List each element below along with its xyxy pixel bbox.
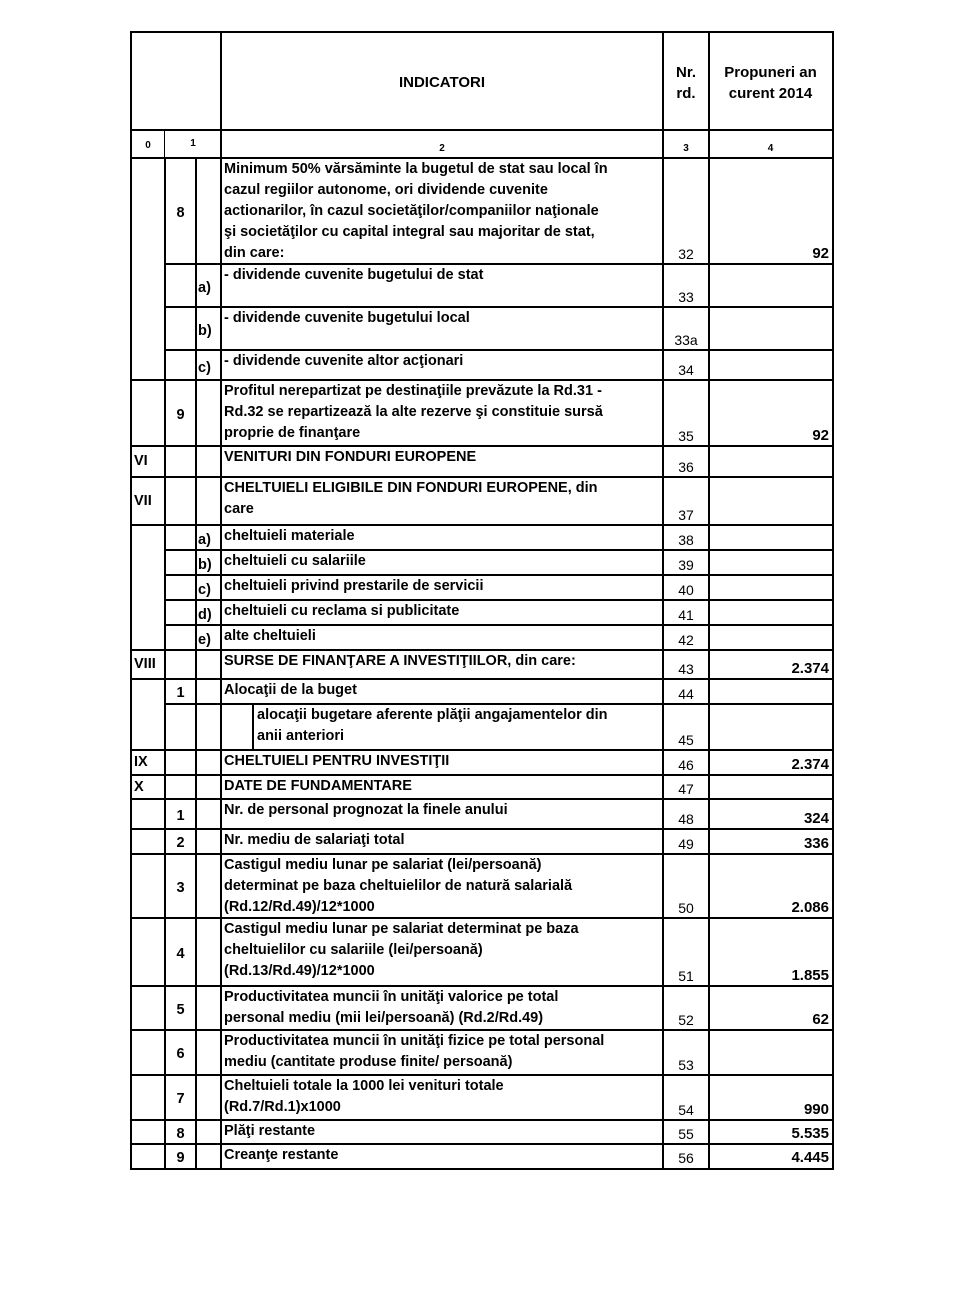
- row-sub-label: a): [198, 532, 211, 548]
- row-value: 62: [812, 1011, 829, 1028]
- row-value: 2.086: [791, 899, 829, 916]
- row-section-label: VI: [134, 453, 148, 469]
- row-value: 2.374: [791, 660, 829, 677]
- indicator-text: SURSE DE FINANŢARE A INVESTIŢIILOR, din care:: [224, 653, 576, 669]
- indicator-text: Creanţe restante: [224, 1147, 339, 1163]
- row-rd-number: 45: [678, 732, 694, 748]
- row-rd-number: 33a: [674, 332, 698, 348]
- indicator-text: (Rd.12/Rd.49)/12*1000: [224, 899, 375, 915]
- indicator-text: Profitul nerepartizat pe destinaţiile prevăzute la Rd.31 -: [224, 383, 602, 399]
- row-rd-number: 52: [678, 1012, 694, 1028]
- column-rule: [195, 650, 197, 679]
- column-rule: [164, 575, 166, 600]
- row-sub-label: b): [198, 557, 212, 573]
- row-rd-number: 43: [678, 661, 694, 677]
- indicator-text: Nr. de personal prognozat la finele anului: [224, 802, 508, 818]
- row-rd-number: 36: [678, 459, 694, 475]
- column-rule: [220, 158, 222, 264]
- row-value: 92: [812, 427, 829, 444]
- indicator-text: din care:: [224, 245, 285, 261]
- row-rd-number: 32: [678, 246, 694, 262]
- propuneri-header: curent 2014: [728, 85, 813, 102]
- column-rule: [195, 525, 197, 550]
- indicator-text: - dividende cuvenite bugetului de stat: [224, 267, 484, 283]
- indicator-text: (Rd.13/Rd.49)/12*1000: [224, 963, 375, 979]
- column-rule: [220, 829, 222, 854]
- column-rule: [164, 550, 166, 575]
- column-rule: [220, 650, 222, 679]
- row-rd-number: 49: [678, 836, 694, 852]
- propuneri-header: Propuneri an: [724, 64, 817, 81]
- column-rule: [164, 158, 166, 446]
- indicator-text: - dividende cuvenite altor acţionari: [224, 353, 464, 369]
- indicator-text: cazul regiilor autonome, ori dividende cuvenite: [224, 182, 548, 198]
- column-rule: [220, 799, 222, 829]
- column-rule: [164, 525, 166, 550]
- indicator-text: mediu (cantitate produse finite/ persoană): [224, 1054, 513, 1070]
- column-rule: [220, 264, 222, 307]
- row-value: 5.535: [791, 1125, 829, 1142]
- row-number: 9: [176, 1149, 185, 1166]
- row-rd-number: 56: [678, 1150, 694, 1166]
- row-number: 5: [176, 1001, 185, 1018]
- column-rule: [220, 704, 222, 750]
- indicator-text: Rd.32 se repartizează la alte rezerve şi constituie sursă: [224, 404, 603, 420]
- indicator-text: Minimum 50% vărsăminte la bugetul de stat sau local în: [224, 161, 608, 177]
- indicator-text: cheltuieli privind prestarile de servicii: [224, 578, 484, 594]
- indicator-text: actionarilor, în cazul societăţilor/companiilor naţionale: [224, 203, 599, 219]
- indicator-text: anii anteriori: [257, 728, 345, 744]
- indicator-text: - dividende cuvenite bugetului local: [224, 310, 470, 326]
- row-value: 1.855: [791, 967, 829, 984]
- indicator-text: Alocaţii de la buget: [224, 682, 357, 698]
- row-rd-number: 54: [678, 1102, 694, 1118]
- column-rule: [220, 775, 222, 799]
- indicator-text: Productivitatea muncii în unităţi fizice pe total personal: [224, 1033, 605, 1049]
- row-rd-number: 35: [678, 428, 694, 444]
- row-value: 4.445: [791, 1149, 829, 1166]
- row-rd-number: 34: [678, 362, 694, 378]
- row-rd-number: 40: [678, 582, 694, 598]
- indicator-text: cheltuieli materiale: [224, 528, 355, 544]
- row-rd-number: 33: [678, 289, 694, 305]
- row-rd-number: 46: [678, 757, 694, 773]
- column-rule: [195, 550, 197, 575]
- indicator-text: care: [224, 501, 254, 517]
- column-rule: [164, 625, 166, 650]
- column-rule: [195, 704, 197, 750]
- row-section-label: VII: [134, 492, 152, 509]
- column-rule: [195, 446, 197, 477]
- column-rule: [220, 477, 222, 525]
- row-rd-number: 47: [678, 781, 694, 797]
- indicator-text: cheltuieli cu reclama si publicitate: [224, 603, 460, 619]
- indicator-text: alocaţii bugetare aferente plăţii angajamentelor din: [257, 707, 608, 723]
- column-rule: [220, 854, 222, 918]
- indicator-text: CHELTUIELI PENTRU INVESTIŢII: [224, 753, 450, 769]
- column-number: 4: [767, 143, 774, 154]
- column-rule: [220, 1075, 222, 1120]
- indicatori-header: INDICATORI: [398, 74, 486, 91]
- column-rule: [220, 307, 222, 350]
- column-rule: [164, 750, 166, 799]
- column-rule: [195, 750, 197, 775]
- column-rule: [195, 264, 197, 307]
- row-number: 8: [176, 204, 185, 221]
- column-rule: [195, 350, 197, 380]
- column-rule: [220, 1144, 222, 1168]
- row-section-label: X: [134, 779, 144, 795]
- indicator-text: determinat pe baza cheltuielilor de natură salarială: [224, 878, 573, 894]
- nr-rd-header: rd.: [676, 85, 696, 102]
- indicator-text: personal mediu (mii lei/persoană) (Rd.2/Rd.49): [224, 1010, 544, 1026]
- row-sub-label: e): [198, 632, 211, 648]
- row-number: 3: [176, 879, 185, 896]
- column-rule: [220, 679, 222, 704]
- indicator-text: şi societăţilor cu capital integral sau majoritar de stat,: [224, 224, 595, 240]
- indicator-text: Castigul mediu lunar pe salariat determinat pe baza: [224, 921, 579, 937]
- row-value: 92: [812, 245, 829, 262]
- header-bottom-rule: [131, 129, 832, 131]
- row-rd-number: 38: [678, 532, 694, 548]
- column-rule: [195, 575, 197, 600]
- row-rd-number: 55: [678, 1126, 694, 1142]
- column-rule: [195, 307, 197, 350]
- indicator-text: alte cheltuieli: [224, 628, 316, 644]
- row-value: 2.374: [791, 756, 829, 773]
- row-number: 6: [176, 1046, 185, 1062]
- indicator-text: (Rd.7/Rd.1)x1000: [224, 1099, 341, 1115]
- row-value: 324: [803, 810, 829, 827]
- column-rule: [220, 1120, 222, 1144]
- column-rule: [220, 550, 222, 575]
- row-rd-number: 37: [678, 507, 694, 523]
- row-rd-number: 42: [678, 632, 694, 648]
- column-rule: [164, 650, 166, 679]
- indicator-text: cheltuieli cu salariile: [224, 553, 366, 569]
- row-sub-label: d): [198, 607, 212, 623]
- row-rd-number: 41: [678, 607, 694, 623]
- column-rule: [195, 775, 197, 799]
- column-rule: [220, 918, 222, 986]
- column-rule: [195, 625, 197, 650]
- indicator-text: CHELTUIELI ELIGIBILE DIN FONDURI EUROPENE, din: [224, 480, 598, 496]
- row-rd-number: 39: [678, 557, 694, 573]
- indicator-text: proprie de finanţare: [224, 425, 361, 441]
- column-rule: [220, 750, 222, 775]
- column-rule: [220, 525, 222, 550]
- column-number: 1: [190, 138, 196, 149]
- row-section-label: VIII: [134, 656, 156, 672]
- indicator-text: Productivitatea muncii în unităţi valorice pe total: [224, 989, 559, 1005]
- indicator-text: Nr. mediu de salariaţi total: [224, 832, 405, 848]
- row-number: 1: [176, 685, 185, 701]
- row-number: 7: [176, 1091, 185, 1107]
- indicator-text: DATE DE FUNDAMENTARE: [224, 778, 412, 794]
- row-section-label: IX: [134, 754, 148, 770]
- column-rule: [220, 380, 222, 446]
- column-rule: [195, 600, 197, 625]
- row-value: 990: [803, 1101, 829, 1118]
- column-number: 3: [683, 143, 689, 154]
- indicator-text: Castigul mediu lunar pe salariat (lei/persoană): [224, 857, 542, 873]
- row-number: 2: [176, 835, 185, 851]
- column-rule: [164, 704, 166, 750]
- indicator-text: Cheltuieli totale la 1000 lei venituri totale: [224, 1078, 504, 1094]
- row-sub-label: c): [198, 582, 211, 598]
- row-value: 336: [803, 835, 829, 852]
- column-rule: [220, 625, 222, 650]
- indicator-text: cheltuielilor cu salariile (lei/persoană): [224, 942, 483, 958]
- column-number: 2: [439, 143, 445, 154]
- column-rule: [220, 600, 222, 625]
- row-rd-number: 53: [678, 1057, 694, 1073]
- column-rule: [164, 799, 166, 1168]
- row-rd-number: 48: [678, 811, 694, 827]
- row-number: 8: [176, 1125, 185, 1142]
- row-sub-label: c): [198, 359, 211, 376]
- indicator-text: Plăţi restante: [224, 1123, 316, 1139]
- row-number: 4: [176, 945, 185, 962]
- row-rd-number: 50: [678, 900, 694, 916]
- column-rule: [164, 446, 166, 525]
- indicator-text: VENITURI DIN FONDURI EUROPENE: [224, 449, 477, 465]
- column-number: 0: [145, 140, 151, 151]
- column-rule: [220, 575, 222, 600]
- column-rule: [195, 477, 197, 525]
- column-rule: [220, 986, 222, 1030]
- row-rd-number: 51: [678, 968, 694, 984]
- row-sub-label: b): [198, 323, 212, 339]
- column-rule: [220, 446, 222, 477]
- column-rule: [164, 600, 166, 625]
- row-rd-number: 44: [678, 686, 694, 702]
- nr-rd-header: Nr.: [675, 64, 696, 81]
- column-rule: [252, 704, 254, 750]
- row-sub-label: a): [198, 280, 211, 296]
- row-number: 1: [176, 807, 185, 824]
- column-rule: [220, 350, 222, 380]
- row-number: 9: [176, 406, 185, 423]
- column-rule: [220, 1030, 222, 1075]
